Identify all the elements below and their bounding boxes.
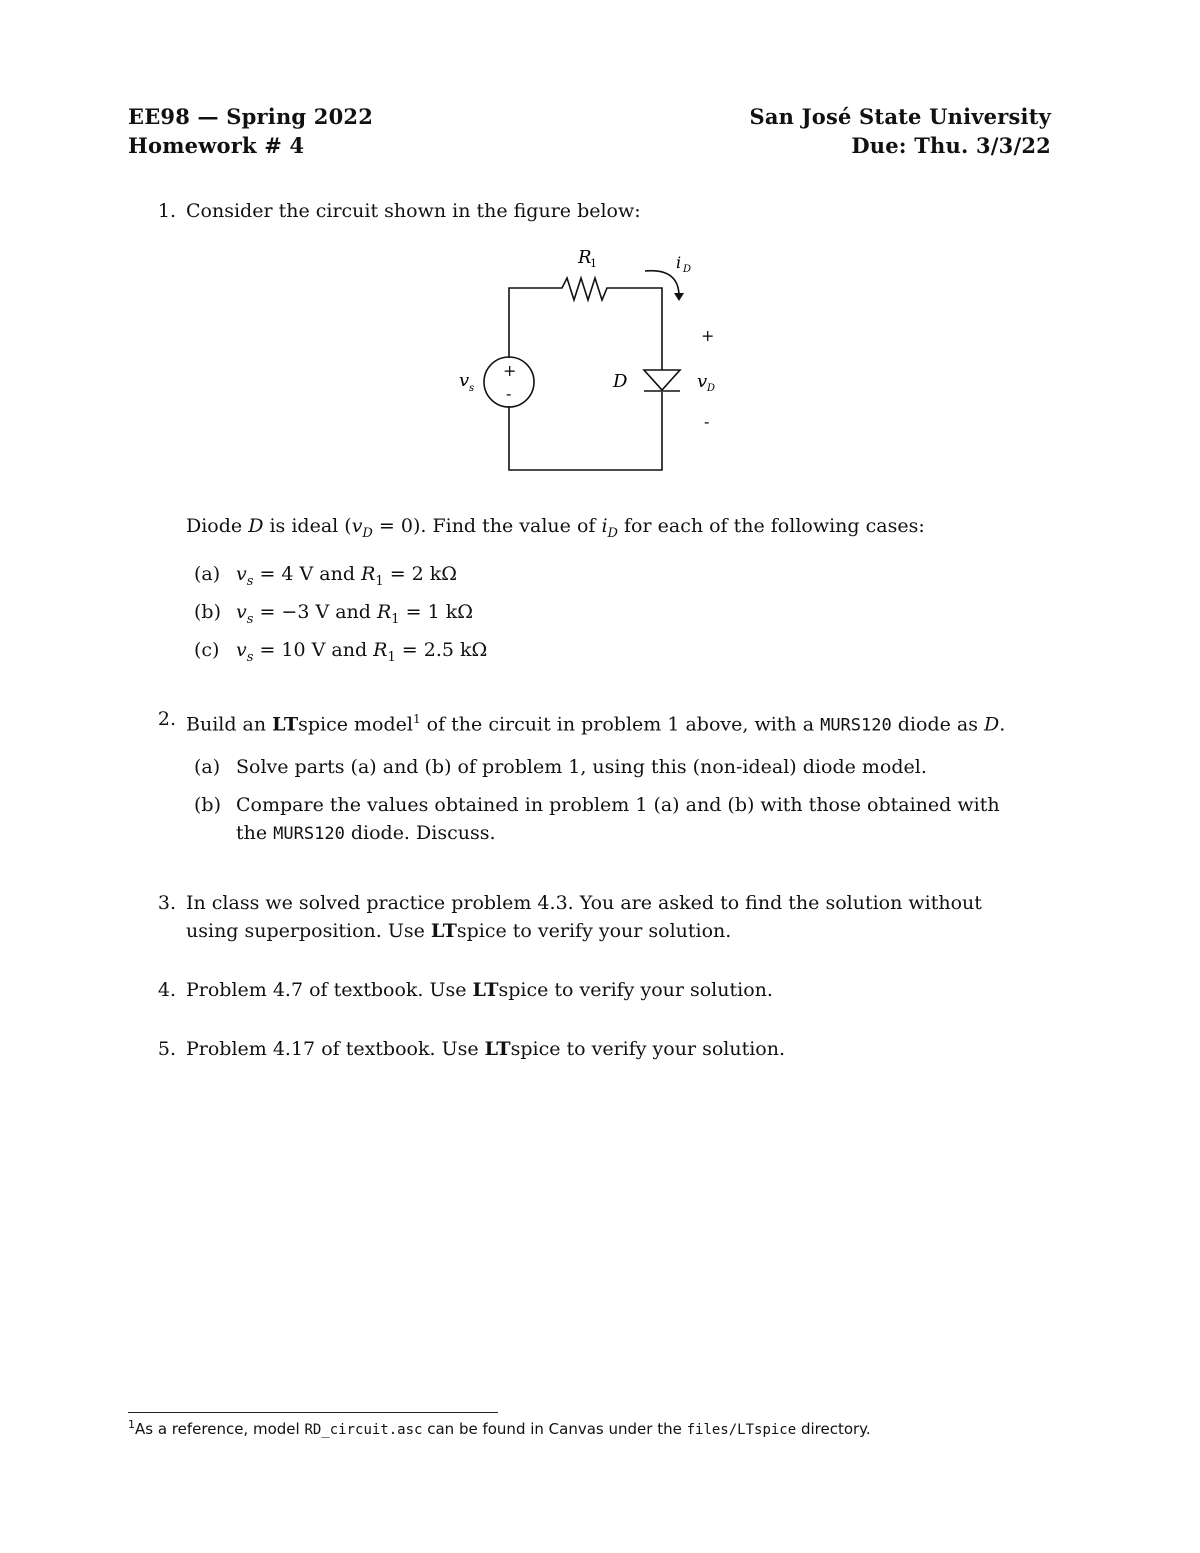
- problem-4-statement: Problem 4.7 of textbook. Use LTspice to verify your solution.: [186, 979, 773, 1001]
- case-a: (a) $v_s = 4$ V and $R_1 = 2$ kΩ: [194, 563, 458, 589]
- footnote: $^1$As a reference, model RD_circuit.asc can be found in Canvas under the files/LTspice directory.: [128, 1418, 871, 1438]
- due-date: Due: Thu. 3/3/22: [851, 133, 1051, 158]
- resistor-label: R: [578, 247, 592, 268]
- diode-symbol: [644, 370, 680, 390]
- problem-3-line-1: In class we solved practice problem 4.3. You are asked to find the solution without: [186, 892, 982, 914]
- source-minus: -: [506, 384, 512, 403]
- diode-label: D: [613, 371, 628, 392]
- wire-top-left: [509, 288, 550, 358]
- vd-minus: -: [704, 412, 710, 431]
- case-c: (c) $v_s = 10$ V and $R_1 = 2.5$ kΩ: [194, 639, 488, 665]
- case-b: (b) $v_s = -3$ V and $R_1 = 1$ kΩ: [194, 601, 473, 627]
- problem-5-number: 5.: [157, 1038, 176, 1060]
- assignment-title: Homework # 4: [128, 133, 305, 158]
- vd-plus: +: [701, 326, 715, 345]
- problem-4-number: 4.: [157, 979, 176, 1001]
- source-label: v: [459, 370, 470, 391]
- problem-2-statement: Build an LTspice model$^1$ of the circuit in problem 1 above, with a MURS120 diode as D.: [186, 712, 1006, 736]
- source-label-sub: s: [469, 383, 475, 394]
- university-name: San José State University: [749, 104, 1051, 129]
- wire-top-right: [618, 288, 662, 370]
- source-plus: +: [503, 361, 517, 380]
- footnote-rule: [128, 1412, 498, 1413]
- vd-label: v: [697, 371, 708, 392]
- problem-2-part-a: (a) Solve parts (a) and (b) of problem 1, using this (non-ideal) diode model.: [194, 756, 927, 778]
- circuit-diagram: [440, 240, 760, 490]
- problem-5-statement: Problem 4.17 of textbook. Use LTspice to verify your solution.: [186, 1038, 786, 1060]
- problem-3-number: 3.: [157, 892, 176, 914]
- wire-right-bottom: [509, 392, 662, 470]
- problem-2-number: 2.: [157, 708, 176, 730]
- problem-1-number: 1.: [157, 200, 176, 222]
- resistor-label-sub: 1: [590, 257, 597, 270]
- current-arrowhead: [674, 293, 684, 301]
- problem-2-part-b-cont: the MURS120 diode. Discuss.: [236, 822, 496, 844]
- current-label-sub: D: [683, 264, 692, 275]
- vd-label-sub: D: [707, 383, 716, 394]
- problem-1-intro: Consider the circuit shown in the figure below:: [186, 200, 641, 222]
- problem-3-line-2: using superposition. Use LTspice to verify your solution.: [186, 920, 732, 942]
- course-title: EE98 — Spring 2022: [128, 104, 374, 129]
- current-label: i: [676, 253, 682, 272]
- resistor-r1: [550, 278, 618, 300]
- problem-2-part-b: (b) Compare the values obtained in problem 1 (a) and (b) with those obtained with: [194, 794, 1000, 816]
- problem-1-statement: Diode D is ideal $(v_D = 0)$. Find the value of $i_D$ for each of the following cases:: [186, 515, 925, 541]
